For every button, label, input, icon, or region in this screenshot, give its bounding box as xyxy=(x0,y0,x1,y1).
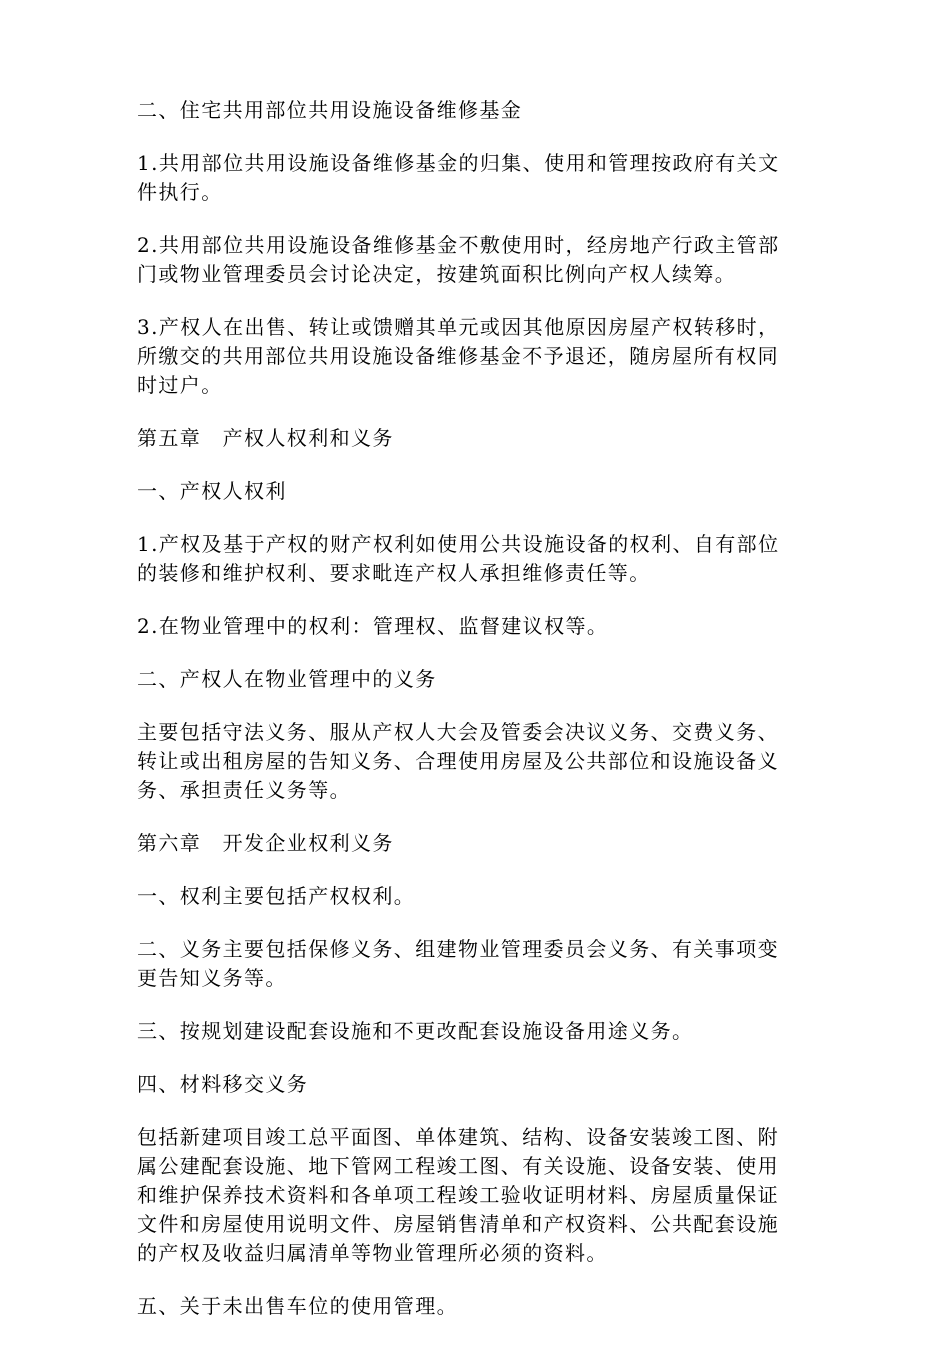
paragraph-developer-rights: 一、权利主要包括产权权利。 xyxy=(137,884,416,908)
section-heading-material-handover: 四、材料移交义务 xyxy=(137,1072,309,1096)
paragraph-fund-shortfall: 2.共用部位共用设施设备维修基金不敷使用时，经房地产行政主管部 门或物业管理委员会讨论决定，按建筑面积比例向产权人续筹。 xyxy=(137,233,780,286)
paragraph-fund-collection: 1.共用部位共用设施设备维修基金的归集、使用和管理按政府有关文 件执行。 xyxy=(137,151,780,204)
paragraph-obligations-list: 主要包括守法义务、服从产权人大会及管委会决议义务、交费义务、 转让或出租房屋的告知义务、合理使用房屋及公共部位和设施设备义 务、承担责任义务等。 xyxy=(137,720,779,802)
paragraph-planning-obligations: 三、按规划建设配套设施和不更改配套设施设备用途义务。 xyxy=(137,1019,694,1043)
paragraph-management-rights: 2.在物业管理中的权利：管理权、监督建议权等。 xyxy=(137,614,609,638)
section-heading-owner-obligations: 二、产权人在物业管理中的义务 xyxy=(137,667,437,691)
chapter-heading-six: 第六章 开发企业权利义务 xyxy=(137,831,394,855)
paragraph-material-list: 包括新建项目竣工总平面图、单体建筑、结构、设备安装竣工图、附 属公建配套设施、地下管网工程竣工图、有关设施、设备安装、使用 和维护保养技术资料和各单项工程竣工验收证明材料、房屋质量保证 文件和房屋使用说明文件、房屋销售清单和产权资料、公共配套设施 的产权及收益归属清单等物业管理所必须的资料。 xyxy=(137,1125,779,1265)
section-heading-owner-rights: 一、产权人权利 xyxy=(137,479,287,503)
section-heading-maintenance-fund: 二、住宅共用部位共用设施设备维修基金 xyxy=(137,98,523,122)
paragraph-property-rights: 1.产权及基于产权的财产权利如使用公共设施设备的权利、自有部位 的装修和维护权利、要求毗连产权人承担维修责任等。 xyxy=(137,532,780,585)
document-body xyxy=(137,96,817,1345)
section-heading-parking: 五、关于未出售车位的使用管理。 xyxy=(137,1294,458,1318)
paragraph-fund-transfer: 3.产权人在出售、转让或馈赠其单元或因其他原因房屋产权转移时， 所缴交的共用部位共用设施设备维修基金不予退还，随房屋所有权同 时过户。 xyxy=(137,315,780,397)
chapter-heading-five: 第五章 产权人权利和义务 xyxy=(137,426,394,450)
paragraph-developer-obligations: 二、义务主要包括保修义务、组建物业管理委员会义务、有关事项变 更告知义务等。 xyxy=(137,937,779,990)
